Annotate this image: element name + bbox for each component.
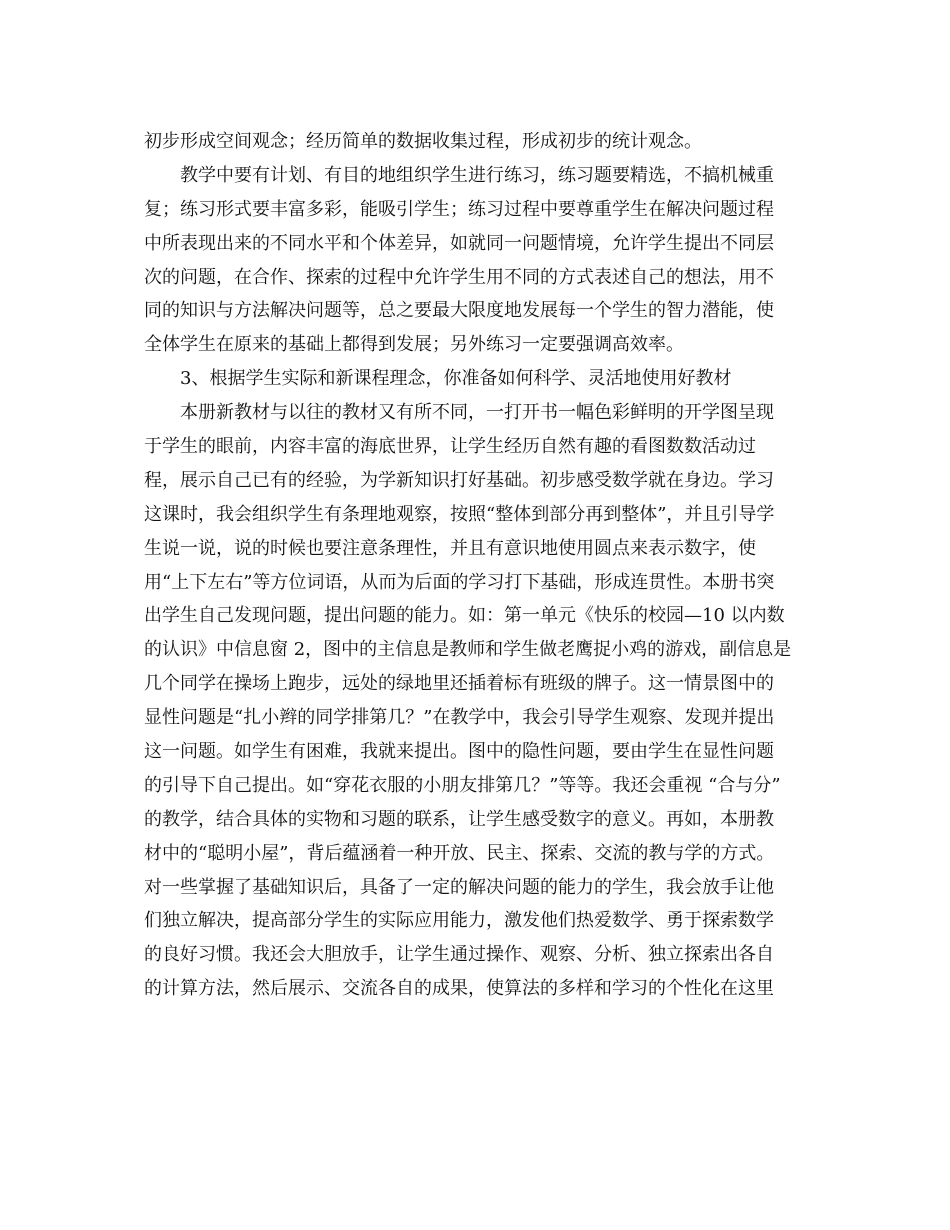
- text-line: 的教学，结合具体的实物和习题的联系，让学生感受数字的意义。再如，本册教: [144, 808, 774, 830]
- text-line: 初步形成空间观念；经历简单的数据收集过程，形成初步的统计观念。: [144, 131, 702, 152]
- text-line: 几个同学在操场上跑步，远处的绿地里还插着标有班级的牌子。这一情景图中的: [144, 673, 774, 695]
- text-line: 生说一说，说的时候也要注意条理性，并且有意识地使用圆点来表示数字，使: [144, 537, 756, 559]
- paragraph-start-line: 本册新教材与以往的教材又有所不同，一打开书一幅色彩鲜明的开学图呈现: [180, 402, 774, 424]
- text-line: 中所表现出来的不同水平和个体差异，如就同一问题情境，允许学生提出不同层: [144, 232, 774, 254]
- text-line: 复；练习形式要丰富多彩，能吸引学生；练习过程中要尊重学生在解决问题过程: [144, 198, 774, 220]
- text-line: 次的问题，在合作、探索的过程中允许学生用不同的方式表述自己的想法，用不: [144, 266, 774, 288]
- section-heading: 3、根据学生实际和新课程理念，你准备如何科学、灵活地使用好教材: [180, 368, 732, 390]
- text-line: 同的知识与方法解决问题等，总之要最大限度地发展每一个学生的智力潜能，使: [144, 300, 774, 322]
- text-line: 这课时，我会组织学生有条理地观察，按照“整体到部分再到整体”，并且引导学: [144, 503, 775, 525]
- text-line: 显性问题是“扎小辫的同学排第几？”在教学中，我会引导学生观察、发现并提出: [144, 707, 775, 729]
- text-line: 程，展示自己已有的经验，为学新知识打好基础。初步感受数学就在身边。学习: [144, 469, 774, 491]
- text-line: 对一些掌握了基础知识后，具备了一定的解决问题的能力的学生，我会放手让他: [144, 876, 774, 898]
- text-line: 全体学生在原来的基础上都得到发展；另外练习一定要强调高效率。: [144, 334, 684, 356]
- text-line: 的认识》中信息窗 2，图中的主信息是教师和学生做老鹰捉小鸡的游戏，副信息是: [144, 639, 792, 661]
- text-line: 的良好习惯。我还会大胆放手，让学生通过操作、观察、分析、独立探索出各自: [144, 944, 774, 966]
- text-line: 们独立解决，提高部分学生的实际应用能力，激发他们热爱数学、勇于探索数学: [144, 910, 774, 932]
- text-line: 于学生的眼前，内容丰富的海底世界，让学生经历自然有趣的看图数数活动过: [144, 436, 756, 458]
- paragraph-start-line: 教学中要有计划、有目的地组织学生进行练习，练习题要精选，不搞机械重: [180, 164, 774, 186]
- text-line: 的计算方法，然后展示、交流各自的成果，使算法的多样和学习的个性化在这里: [144, 978, 774, 1000]
- document-body: [144, 125, 808, 1006]
- text-line: 出学生自己发现问题，提出问题的能力。如：第一单元《快乐的校园—10 以内数: [144, 605, 785, 627]
- text-line: 材中的“聪明小屋”，背后蕴涵着一种开放、民主、探索、交流的教与学的方式。: [144, 842, 775, 864]
- text-line: 的引导下自己提出。如“穿花衣服的小朋友排第几？”等等。我还会重视 “合与分”: [144, 774, 781, 796]
- text-line: 这一问题。如学生有困难，我就来提出。图中的隐性问题，要由学生在显性问题: [144, 741, 774, 763]
- text-line: 用“上下左右”等方位词语，从而为后面的学习打下基础，形成连贯性。本册书突: [144, 571, 775, 593]
